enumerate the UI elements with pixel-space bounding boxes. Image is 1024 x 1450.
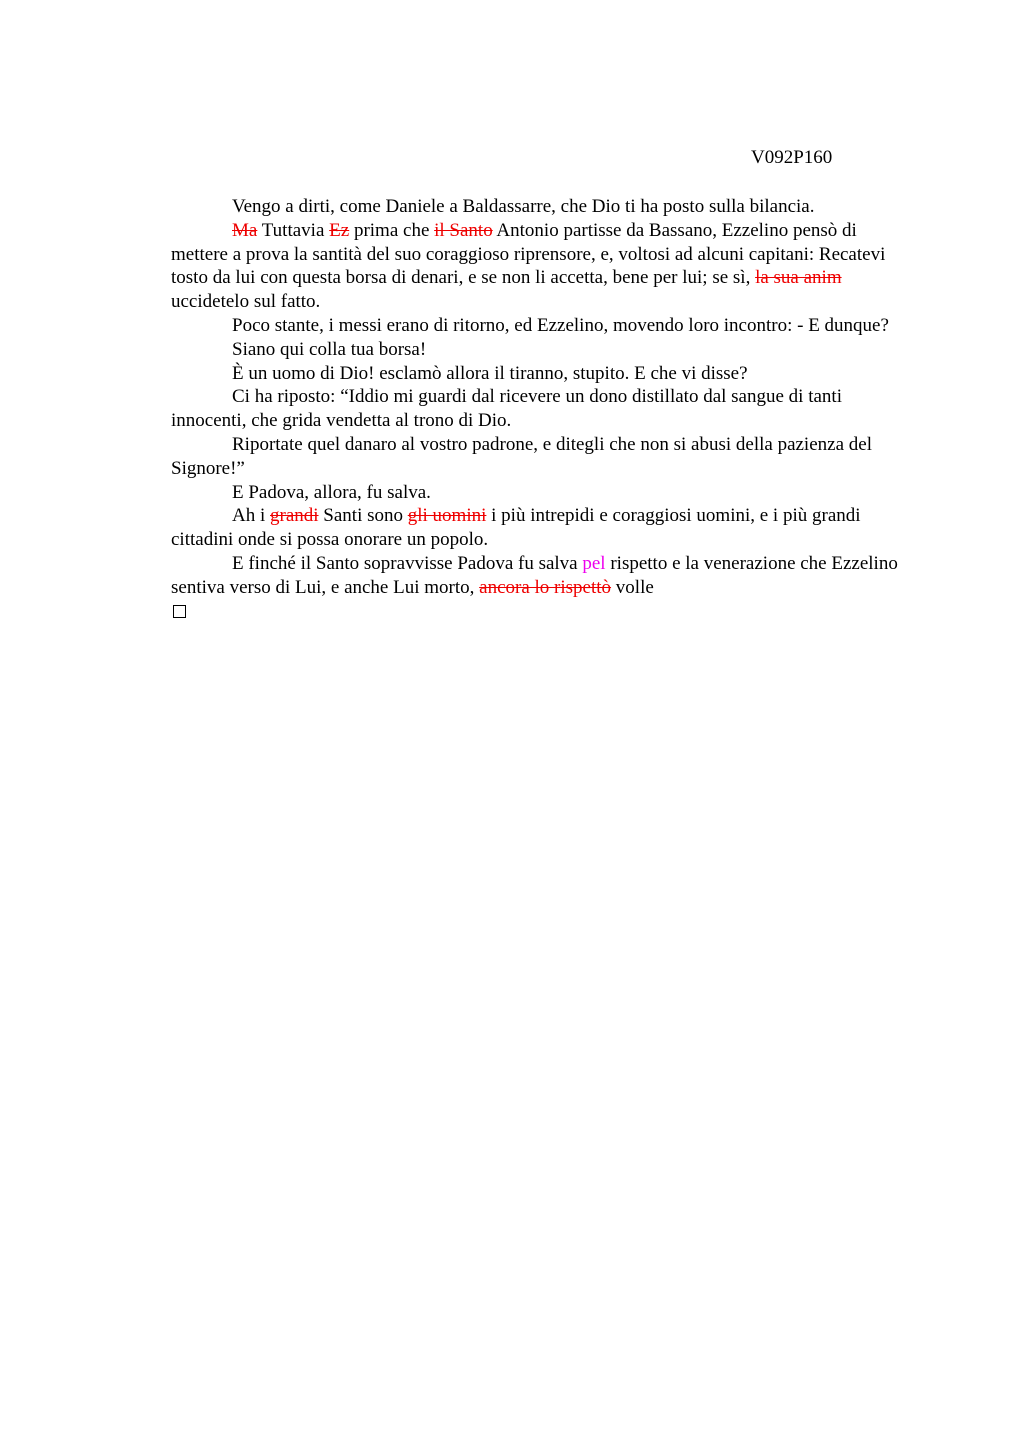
paragraph xyxy=(171,314,917,338)
text-run: uccidetelo sul fatto. xyxy=(171,291,321,313)
text-run: Ci ha riposto: “Iddio mi guardi dal ricevere un dono distillato dal sangue di tanti innocenti, che grida vendetta al trono di Dio. xyxy=(171,386,842,432)
paragraph xyxy=(171,219,917,314)
empty-square-icon xyxy=(173,605,186,618)
text-run: prima che xyxy=(349,219,435,241)
text-run: Tuttavia xyxy=(257,219,330,241)
text-run: E Padova, allora, fu salva. xyxy=(232,481,431,503)
text-run: Poco stante, i messi erano di ritorno, ed Ezzelino, movendo loro incontro: - E dunque? xyxy=(232,314,889,336)
paragraph xyxy=(171,433,917,481)
paragraph xyxy=(171,362,917,386)
text-run: E finché il Santo sopravvisse Padova fu salva xyxy=(232,552,583,574)
paragraph xyxy=(171,552,917,600)
document-body xyxy=(171,195,917,618)
text-run: Riportate quel danaro al vostro padrone, e ditegli che non si abusi della pazienza del Signore!” xyxy=(171,433,872,479)
deleted-text: ancora lo rispettò xyxy=(479,576,612,598)
text-run: Vengo a dirti, come Daniele a Baldassarre, che Dio ti ha posto sulla bilancia. xyxy=(232,196,815,217)
deleted-text: grandi xyxy=(270,505,319,527)
paragraph xyxy=(171,195,917,219)
deleted-text: gli uomini xyxy=(407,505,487,527)
text-run: Ah i xyxy=(232,505,270,527)
paragraph xyxy=(171,504,917,552)
deleted-text: la sua anim xyxy=(755,267,842,289)
deleted-text: Ma xyxy=(232,219,258,241)
text-run: volle xyxy=(611,576,654,598)
paragraph xyxy=(171,481,917,505)
paragraph xyxy=(171,385,917,433)
deleted-text: il Santo xyxy=(434,219,493,241)
text-run: È un uomo di Dio! esclamò allora il tiranno, stupito. E che vi disse? xyxy=(232,362,748,384)
deleted-text: Ez xyxy=(329,219,350,241)
paragraph xyxy=(171,338,917,362)
text-run: Santi sono xyxy=(318,505,408,527)
page-identifier: V092P160 xyxy=(751,147,833,168)
text-run: rispetto e la venerazione che Ezzelino sentiva verso di Lui, e anche Lui morto, xyxy=(171,552,898,598)
text-run: Antonio partisse da Bassano, Ezzelino pensò di mettere a prova la santità del suo coraggioso riprensore, e, voltosi ad alcuni capitani: Recatevi tosto da lui con questa borsa di denari, e se non li accetta, bene per lui; se sì, xyxy=(171,219,886,289)
inserted-text: pel xyxy=(582,552,606,574)
text-run: i più intrepidi e coraggiosi uomini, e i più grandi cittadini onde si possa onorare un popolo. xyxy=(171,505,861,551)
text-run: Siano qui colla tua borsa! xyxy=(232,338,427,360)
